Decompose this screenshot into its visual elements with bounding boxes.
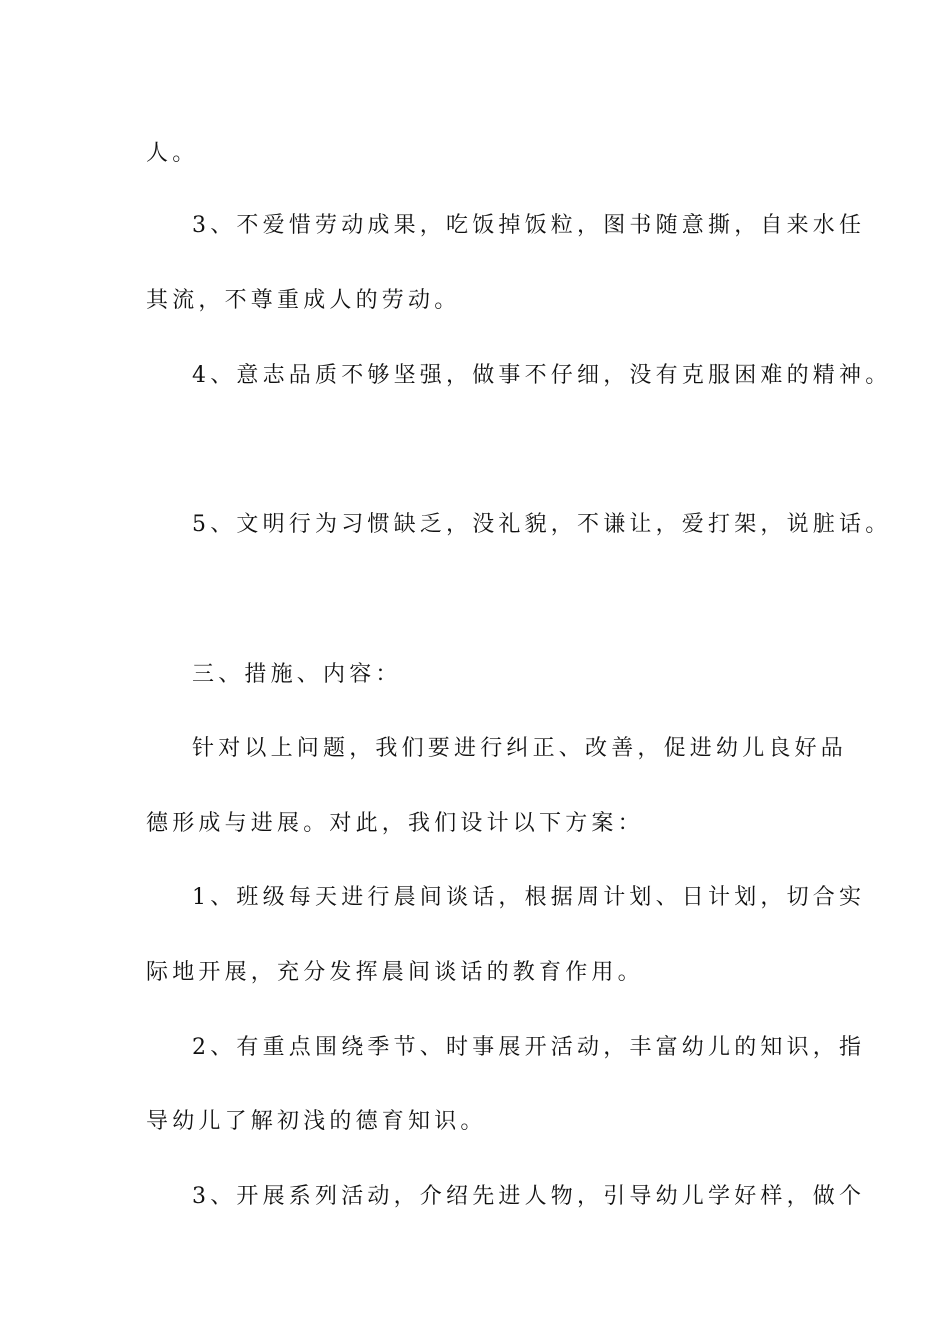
text-line: 其流，不尊重成人的劳动。 — [146, 288, 461, 313]
text-line: 德形成与进展。对此，我们设计以下方案： — [146, 811, 644, 836]
text-line: 3、开展系列活动，介绍先进人物，引导幼儿学好样，做个 — [192, 1184, 866, 1209]
text-line: 2、有重点围绕季节、时事展开活动，丰富幼儿的知识，指 — [192, 1035, 866, 1060]
text-line: 5、文明行为习惯缺乏，没礼貌，不谦让，爱打架，说脏话。 — [192, 512, 892, 537]
text-line: 针对以上问题，我们要进行纠正、改善，促进幼儿良好品 — [192, 736, 848, 761]
text-line: 1、班级每天进行晨间谈话，根据周计划、日计划，切合实 — [192, 885, 866, 910]
text-line: 人。 — [146, 141, 199, 166]
text-line: 导幼儿了解初浅的德育知识。 — [146, 1109, 487, 1134]
text-line: 际地开展，充分发挥晨间谈话的教育作用。 — [146, 960, 644, 985]
text-line: 4、意志品质不够坚强，做事不仔细，没有克服困难的精神。 — [192, 363, 892, 388]
section-heading: 三、措施、内容： — [192, 662, 402, 687]
text-line: 3、不爱惜劳动成果，吃饭掉饭粒，图书随意撕，自来水任 — [192, 213, 866, 238]
